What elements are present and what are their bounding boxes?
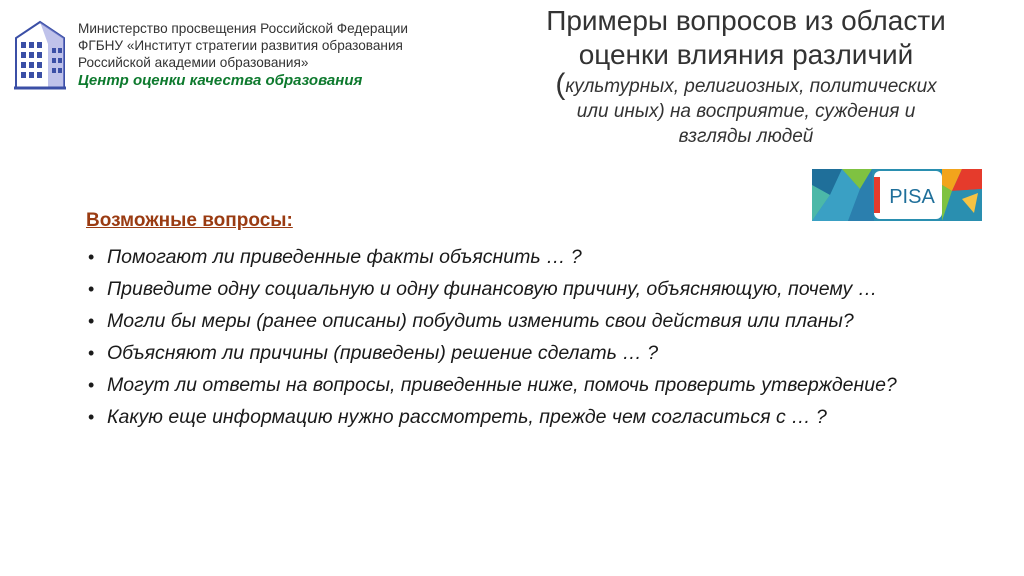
org-line-ministry: Министерство просвещения Российской Федерации bbox=[78, 21, 408, 36]
subtitle-line-3: взгляды людей bbox=[678, 126, 814, 147]
list-item bbox=[86, 276, 966, 302]
list-item bbox=[86, 372, 966, 398]
subtitle-line-2: или иных) на восприятие, суждения и bbox=[576, 101, 916, 122]
question-text: Могли бы меры (ранее описаны) побудить изменить свои действия или планы? bbox=[107, 310, 854, 332]
list-item bbox=[86, 340, 966, 366]
question-text: Приведите одну социальную и одну финансовую причину, объясняющую, почему … bbox=[107, 278, 878, 300]
bullet: • bbox=[88, 407, 95, 427]
questions-list bbox=[86, 244, 966, 430]
question-text: Могут ли ответы на вопросы, приведенные ниже, помочь проверить утверждение? bbox=[107, 374, 897, 396]
subtitle-open-paren: ( bbox=[555, 68, 566, 101]
question-text: Какую еще информацию нужно рассмотреть, прежде чем согласиться с … ? bbox=[107, 406, 827, 428]
org-line-academy: Российской академии образования» bbox=[78, 55, 309, 70]
bullet: • bbox=[88, 279, 95, 299]
organization-block bbox=[78, 20, 478, 90]
title-line-1: Примеры вопросов из области bbox=[546, 5, 946, 36]
questions-heading: Возможные вопросы: bbox=[86, 210, 293, 231]
bullet: • bbox=[88, 247, 95, 267]
pisa-logo-text: PISA bbox=[889, 186, 935, 208]
subtitle-line-1-text: культурных, религиозных, политических bbox=[565, 76, 937, 97]
list-item bbox=[86, 244, 966, 270]
list-item bbox=[86, 308, 966, 334]
bullet: • bbox=[88, 375, 95, 395]
title-line-2: оценки влияния различий bbox=[578, 39, 914, 70]
question-text: Помогают ли приведенные факты объяснить … ? bbox=[107, 246, 582, 268]
subtitle-line-1 bbox=[496, 68, 996, 101]
list-item bbox=[86, 404, 966, 430]
question-text: Объясняют ли причины (приведены) решение сделать … ? bbox=[107, 342, 659, 364]
org-line-institute: ФГБНУ «Институт стратегии развития образования bbox=[78, 38, 403, 53]
questions-section bbox=[86, 210, 966, 436]
slide-title bbox=[496, 4, 996, 149]
bullet: • bbox=[88, 311, 95, 331]
center-name: Центр оценки качества образования bbox=[78, 72, 363, 89]
bullet: • bbox=[88, 343, 95, 363]
building-logo-icon bbox=[14, 18, 66, 92]
